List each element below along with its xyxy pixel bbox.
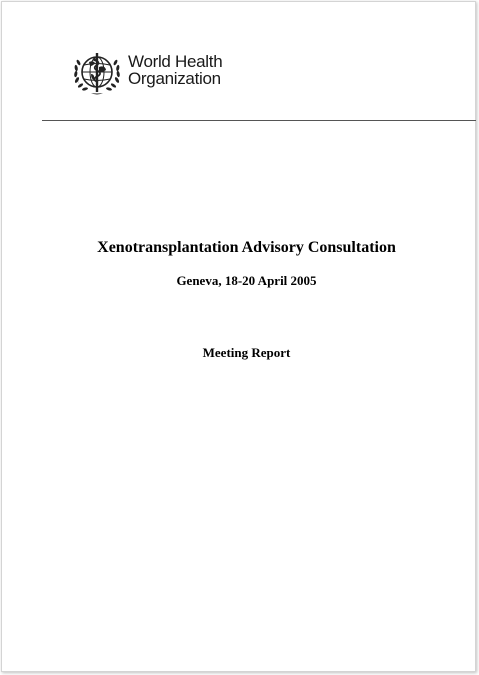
organization-name (128, 53, 222, 87)
who-emblem-icon (71, 47, 123, 99)
meeting-location-date: Geneva, 18-20 April 2005 (176, 273, 317, 288)
document-type: Meeting Report (202, 345, 291, 360)
document-page (1, 1, 476, 672)
organization-name-line1: World Health (128, 52, 223, 71)
header-divider (42, 120, 476, 121)
organization-name-line2: Organization (128, 69, 221, 88)
who-logo (71, 47, 231, 99)
document-title: Xenotransplantation Advisory Consultation (97, 239, 396, 256)
